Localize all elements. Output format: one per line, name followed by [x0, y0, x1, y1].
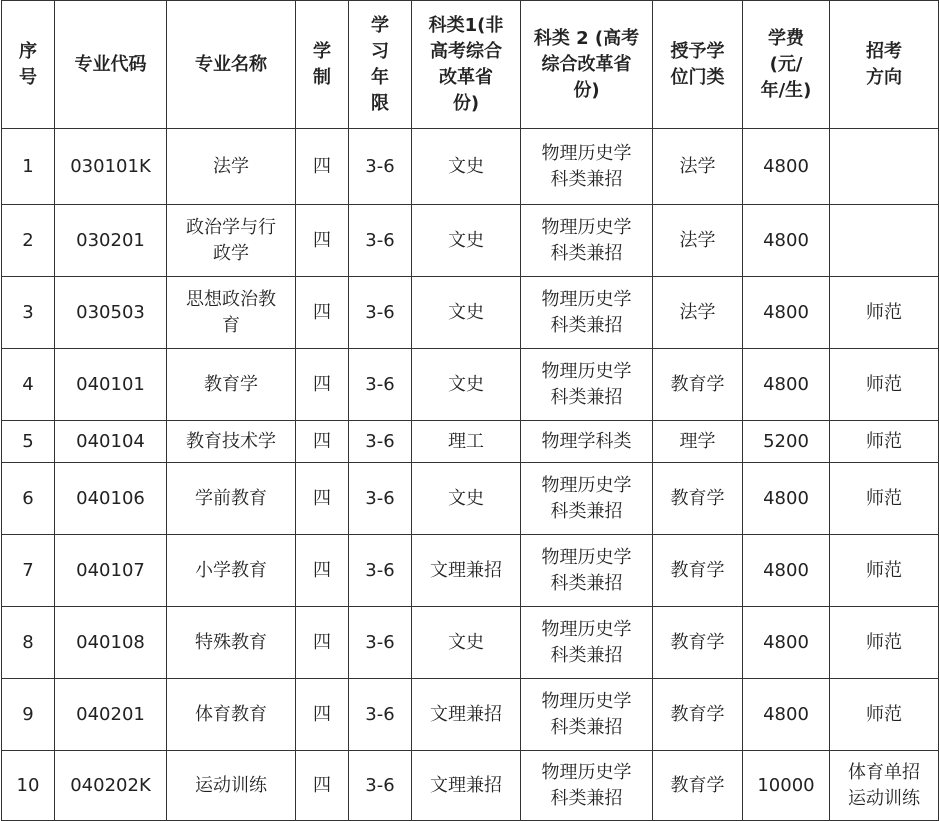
category-2-line: 科类兼招 [550, 500, 623, 522]
study-system-cell: 四 [296, 205, 349, 277]
column-header-line: 份) [452, 92, 480, 114]
study-system-cell: 四 [296, 607, 349, 679]
admission-direction-line: 体育单招 [848, 761, 920, 783]
table-row [2, 679, 939, 751]
admission-direction-line: 师范 [866, 373, 902, 395]
category-1-line: 文史 [448, 373, 484, 395]
major-code-cell: 030201 [55, 205, 167, 277]
category-2-line: 物理历史学 [541, 216, 632, 238]
category-1-line: 理工 [448, 430, 484, 452]
category-1-line: 文史 [448, 155, 484, 177]
row-number-cell: 7 [2, 535, 55, 607]
degree-type-cell: 教育学 [653, 535, 743, 607]
major-name-line: 法学 [213, 155, 249, 177]
row-number-cell: 10 [2, 751, 55, 821]
admission-direction-cell [830, 277, 939, 349]
category-1-cell [412, 205, 521, 277]
tuition-fee-cell: 4800 [743, 679, 830, 751]
category-2-cell [521, 129, 653, 205]
row-number-cell: 9 [2, 679, 55, 751]
study-system-cell: 四 [296, 277, 349, 349]
degree-type-cell: 教育学 [653, 607, 743, 679]
study-system-cell: 四 [296, 535, 349, 607]
major-code-cell: 030503 [55, 277, 167, 349]
category-2-cell [521, 277, 653, 349]
degree-type-cell: 法学 [653, 129, 743, 205]
degree-type-cell: 理学 [653, 421, 743, 463]
tuition-fee-cell: 4800 [743, 535, 830, 607]
major-code-cell: 040104 [55, 421, 167, 463]
category-2-line: 物理历史学 [541, 761, 632, 783]
major-name-line: 教育技术学 [186, 430, 276, 452]
category-2-cell [521, 751, 653, 821]
admissions-table [1, 0, 939, 821]
column-header-line: 号 [19, 66, 37, 88]
column-header-line: 专业代码 [74, 53, 147, 75]
major-name-cell [167, 607, 296, 679]
category-2-line: 科类兼招 [550, 644, 623, 666]
row-number-cell: 6 [2, 463, 55, 535]
study-years-cell: 3-6 [349, 277, 412, 349]
study-system-cell: 四 [296, 349, 349, 421]
tuition-fee-cell: 10000 [743, 751, 830, 821]
category-2-cell [521, 421, 653, 463]
study-system-cell: 四 [296, 751, 349, 821]
major-code-cell: 040201 [55, 679, 167, 751]
category-1-cell [412, 277, 521, 349]
category-2-cell [521, 607, 653, 679]
study-years-cell: 3-6 [349, 463, 412, 535]
major-name-line: 政治学与行 [186, 216, 276, 238]
category-2-line: 科类兼招 [550, 242, 623, 264]
admission-direction-cell [830, 205, 939, 277]
column-header [830, 1, 939, 129]
column-header-line: 限 [371, 92, 389, 114]
table-body [2, 129, 939, 821]
tuition-fee-cell: 4800 [743, 463, 830, 535]
column-header-line: 序 [19, 40, 37, 62]
category-2-line: 科类兼招 [550, 386, 623, 408]
column-header-line: 综合改革省 [541, 53, 632, 75]
table-row [2, 205, 939, 277]
row-number-cell: 4 [2, 349, 55, 421]
major-name-cell [167, 205, 296, 277]
column-header-line: 招考 [866, 40, 902, 62]
admission-direction-line: 师范 [866, 301, 902, 323]
major-name-cell [167, 277, 296, 349]
row-number-cell: 3 [2, 277, 55, 349]
table-row [2, 421, 939, 463]
major-name-line: 特殊教育 [195, 631, 267, 653]
study-years-cell: 3-6 [349, 205, 412, 277]
major-code-cell: 030101K [55, 129, 167, 205]
major-name-line: 运动训练 [195, 774, 267, 796]
admission-direction-cell [830, 679, 939, 751]
column-header [412, 1, 521, 129]
major-code-cell: 040107 [55, 535, 167, 607]
major-name-cell [167, 751, 296, 821]
degree-type-cell: 法学 [653, 205, 743, 277]
table-row [2, 129, 939, 205]
column-header [2, 1, 55, 129]
study-years-cell: 3-6 [349, 421, 412, 463]
category-2-cell [521, 205, 653, 277]
major-name-line: 政学 [213, 242, 249, 264]
category-2-cell [521, 535, 653, 607]
column-header-line: 授予学 [670, 40, 725, 62]
admission-direction-cell [830, 349, 939, 421]
degree-type-cell: 法学 [653, 277, 743, 349]
major-name-cell [167, 129, 296, 205]
admission-direction-cell [830, 463, 939, 535]
category-1-cell [412, 463, 521, 535]
admission-direction-cell [830, 421, 939, 463]
admission-direction-cell [830, 129, 939, 205]
column-header-line: 改革省 [439, 66, 493, 88]
major-name-line: 思想政治教 [186, 288, 276, 310]
column-header [55, 1, 167, 129]
admission-direction-line: 师范 [866, 430, 902, 452]
category-2-line: 科类兼招 [550, 168, 623, 190]
column-header-line: 份) [573, 79, 600, 101]
category-1-cell [412, 535, 521, 607]
admission-direction-line: 运动训练 [848, 787, 920, 809]
category-1-line: 文史 [448, 301, 484, 323]
table-row [2, 277, 939, 349]
column-header [653, 1, 743, 129]
study-system-cell: 四 [296, 463, 349, 535]
major-code-cell: 040108 [55, 607, 167, 679]
row-number-cell: 8 [2, 607, 55, 679]
category-2-line: 物理历史学 [541, 690, 632, 712]
tuition-fee-cell: 4800 [743, 607, 830, 679]
category-2-line: 科类兼招 [550, 572, 623, 594]
column-header [296, 1, 349, 129]
degree-type-cell: 教育学 [653, 751, 743, 821]
row-number-cell: 5 [2, 421, 55, 463]
category-1-line: 文理兼招 [430, 559, 502, 581]
category-1-cell [412, 751, 521, 821]
major-name-line: 小学教育 [195, 559, 267, 581]
category-1-cell [412, 607, 521, 679]
row-number-cell: 1 [2, 129, 55, 205]
tuition-fee-cell: 4800 [743, 349, 830, 421]
admission-direction-line: 师范 [866, 631, 902, 653]
category-2-line: 科类兼招 [550, 716, 623, 738]
degree-type-cell: 教育学 [653, 679, 743, 751]
major-code-cell: 040202K [55, 751, 167, 821]
table-row [2, 463, 939, 535]
category-2-line: 物理历史学 [541, 546, 632, 568]
admission-direction-cell [830, 535, 939, 607]
category-1-line: 文史 [448, 631, 484, 653]
table-row [2, 751, 939, 821]
study-system-cell: 四 [296, 679, 349, 751]
column-header-line: 年 [371, 66, 389, 88]
study-years-cell: 3-6 [349, 607, 412, 679]
study-years-cell: 3-6 [349, 349, 412, 421]
category-2-line: 科类兼招 [550, 787, 623, 809]
admission-direction-cell [830, 751, 939, 821]
category-2-cell [521, 463, 653, 535]
degree-type-cell: 教育学 [653, 349, 743, 421]
category-2-line: 物理学科类 [541, 430, 632, 452]
major-code-cell: 040106 [55, 463, 167, 535]
tuition-fee-cell: 5200 [743, 421, 830, 463]
major-name-cell [167, 463, 296, 535]
column-header [167, 1, 296, 129]
major-name-line: 教育学 [204, 373, 258, 395]
category-1-line: 文理兼招 [430, 703, 502, 725]
column-header-line: 学费 [768, 27, 804, 49]
major-name-cell [167, 349, 296, 421]
tuition-fee-cell: 4800 [743, 129, 830, 205]
major-name-cell [167, 535, 296, 607]
degree-type-cell: 教育学 [653, 463, 743, 535]
column-header-line: 专业名称 [195, 53, 267, 75]
column-header-line: 方向 [866, 66, 902, 88]
tuition-fee-cell: 4800 [743, 277, 830, 349]
column-header [743, 1, 830, 129]
row-number-cell: 2 [2, 205, 55, 277]
admission-direction-cell [830, 607, 939, 679]
category-1-cell [412, 679, 521, 751]
category-1-line: 文史 [448, 487, 484, 509]
table-row [2, 607, 939, 679]
study-years-cell: 3-6 [349, 129, 412, 205]
category-2-line: 物理历史学 [541, 288, 632, 310]
category-2-cell [521, 679, 653, 751]
column-header-line: 科类 2 (高考 [533, 27, 640, 49]
column-header-line: 高考综合 [430, 40, 502, 62]
column-header-line: 位门类 [670, 66, 725, 88]
major-name-line: 学前教育 [195, 487, 267, 509]
category-1-cell [412, 349, 521, 421]
column-header-line: 年/生) [760, 79, 812, 101]
category-1-cell [412, 421, 521, 463]
major-name-line: 体育教育 [195, 703, 267, 725]
category-1-line: 文史 [448, 229, 484, 251]
major-name-cell [167, 421, 296, 463]
category-1-line: 文理兼招 [430, 774, 502, 796]
column-header [521, 1, 653, 129]
column-header-line: (元/ [769, 53, 803, 75]
table-row [2, 349, 939, 421]
major-code-cell: 040101 [55, 349, 167, 421]
category-1-cell [412, 129, 521, 205]
column-header-line: 学 [371, 14, 389, 36]
category-2-line: 物理历史学 [541, 360, 632, 382]
column-header [349, 1, 412, 129]
admission-direction-line: 师范 [866, 703, 902, 725]
column-header-line: 制 [313, 66, 331, 88]
major-name-line: 育 [222, 314, 240, 336]
major-name-cell [167, 679, 296, 751]
admission-direction-line: 师范 [866, 487, 902, 509]
column-header-line: 学 [313, 40, 331, 62]
category-2-line: 物理历史学 [541, 618, 632, 640]
study-years-cell: 3-6 [349, 679, 412, 751]
tuition-fee-cell: 4800 [743, 205, 830, 277]
header-row [2, 1, 939, 129]
study-years-cell: 3-6 [349, 751, 412, 821]
study-system-cell: 四 [296, 129, 349, 205]
study-years-cell: 3-6 [349, 535, 412, 607]
category-2-cell [521, 349, 653, 421]
category-2-line: 物理历史学 [541, 474, 632, 496]
column-header-line: 习 [371, 40, 389, 62]
category-2-line: 科类兼招 [550, 314, 623, 336]
admission-direction-line: 师范 [866, 559, 902, 581]
study-system-cell: 四 [296, 421, 349, 463]
table-row [2, 535, 939, 607]
category-2-line: 物理历史学 [541, 142, 632, 164]
column-header-line: 科类1(非 [428, 14, 504, 36]
